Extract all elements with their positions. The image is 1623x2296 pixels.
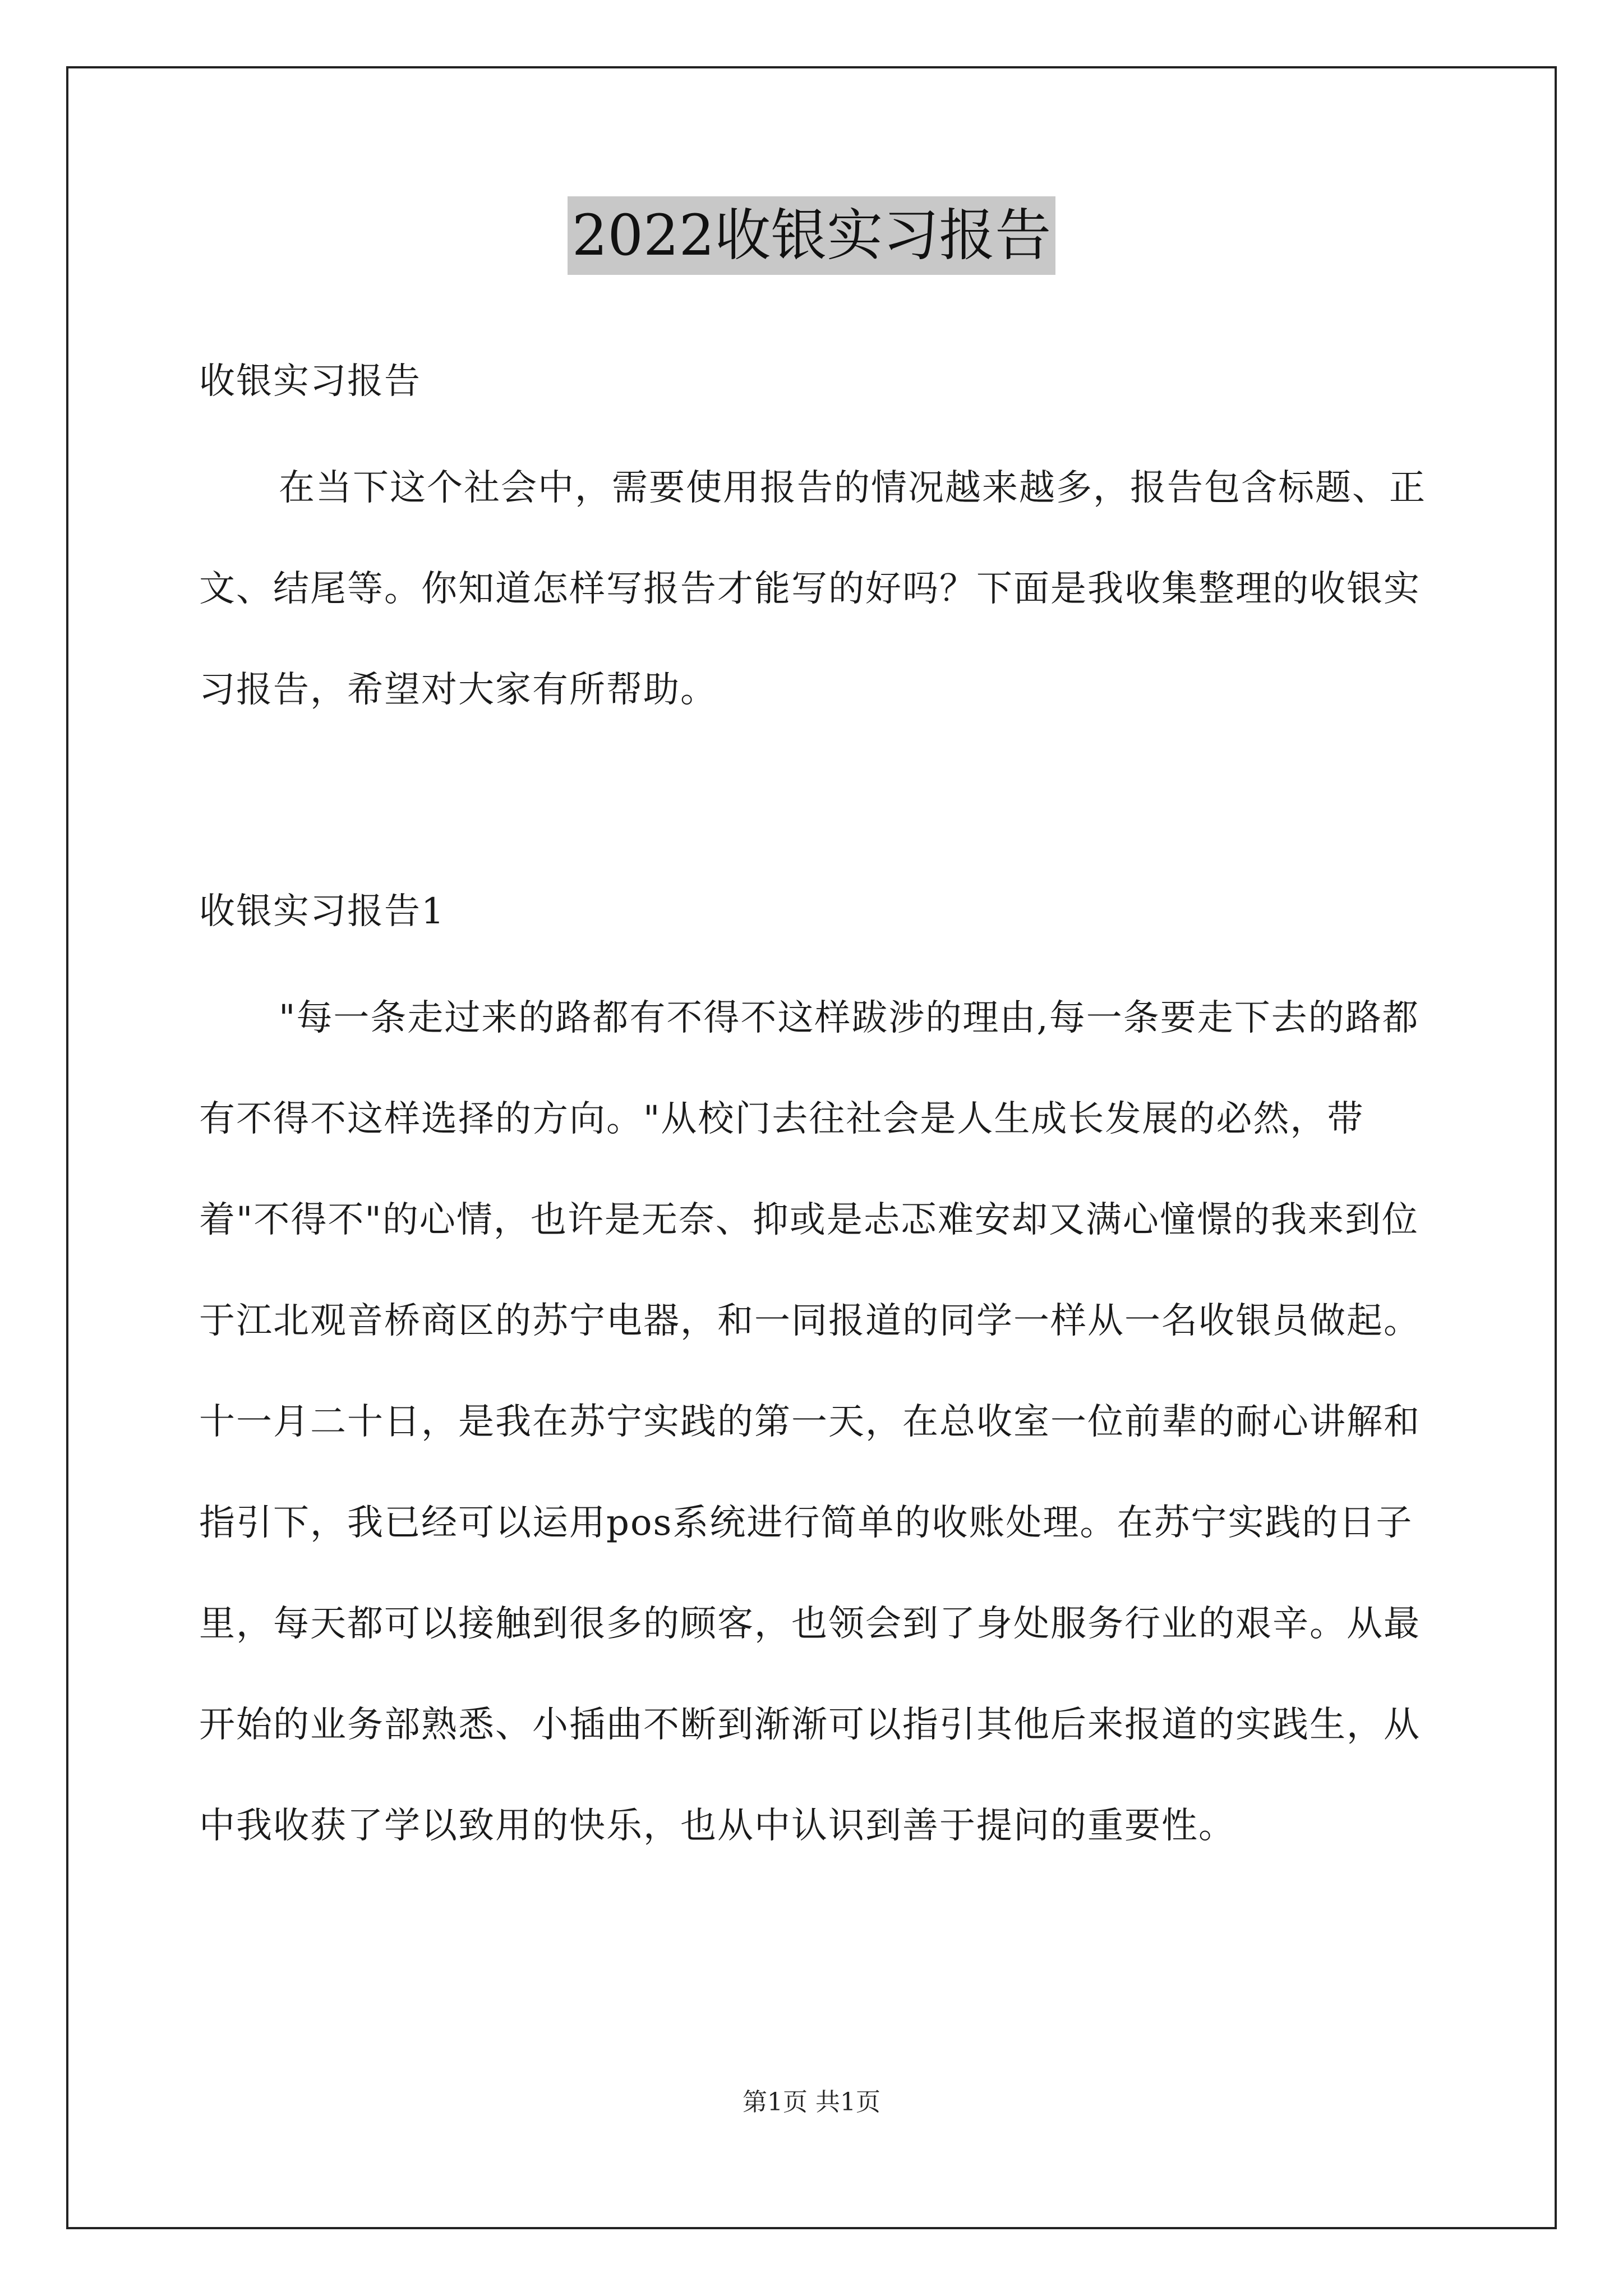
intro-paragraph: 在当下这个社会中，需要使用报告的情况越来越多，报告包含标题、正文、结尾等。你知道怎样写报告才能写的好吗？下面是我收集整理的收银实习报告，希望对大家有所帮助。: [199, 467, 1426, 711]
section-paragraph: "每一条走过来的路都有不得不这样跋涉的理由,每一条要走下去的路都有不得不这样选择的方向。"从校门去往社会是人生成长发展的必然，带着"不得不"的心情，也许是无奈、抑或是忐忑难安却又满心憧憬的我来到位于江北观音桥商区的苏宁电器，和一同报道的同学一样从一名收银员做起。十一月二十日，是我在苏宁实践的第一天，在总收室一位前辈的耐心讲解和指引下，我已经可以运用pos系统进行简单的收账处理。在苏宁实践的日子里，每天都可以接触到很多的顾客，也领会到了身处服务行业的艰辛。从最开始的业务部熟悉、小插曲不断到渐渐可以指引其他后来报道的实践生，从中我收获了学以致用的快乐，也从中认识到善于提问的重要性。: [199, 997, 1421, 1847]
page-number-footer: 第1页 共1页: [743, 2088, 880, 2116]
document-title: 2022收银实习报告: [568, 196, 1056, 275]
section-heading: 收银实习报告1: [199, 891, 445, 932]
document-subtitle: 收银实习报告: [199, 361, 421, 402]
title-area: [0, 196, 1623, 275]
